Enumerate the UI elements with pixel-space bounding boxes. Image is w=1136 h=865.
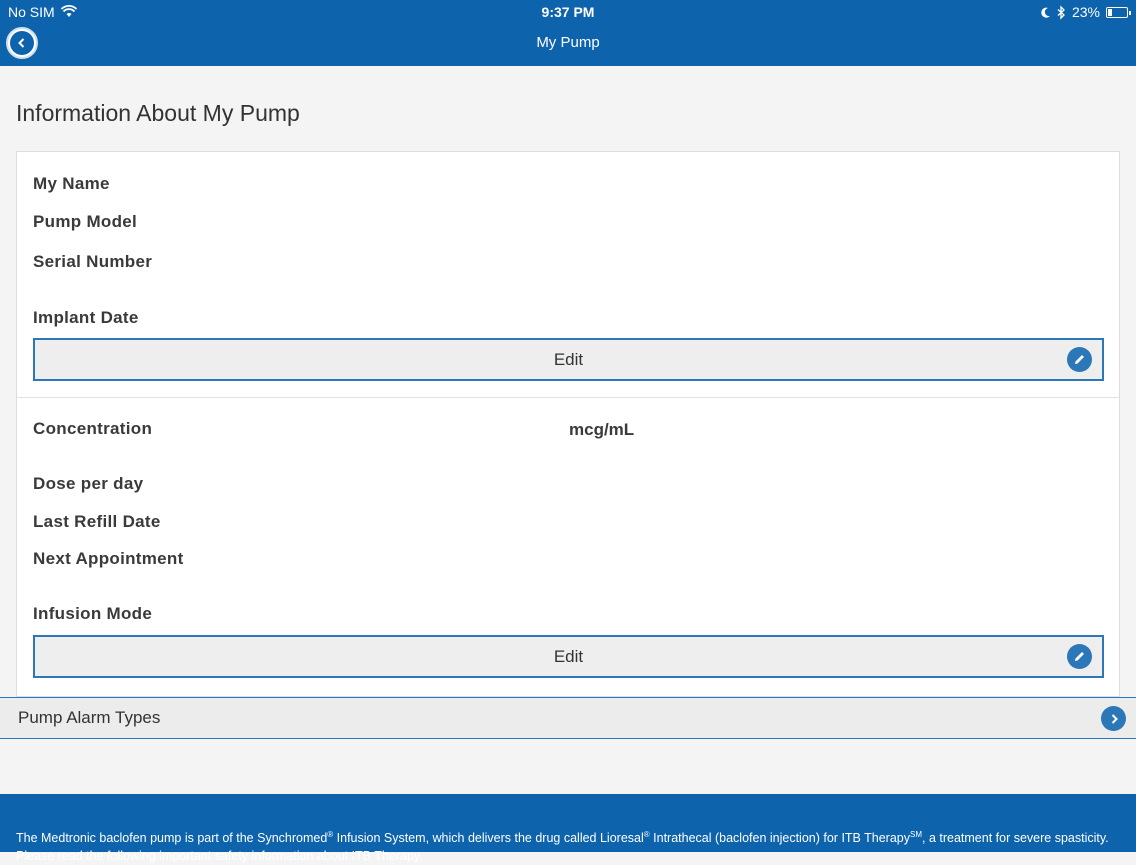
footer-text: Intrathecal (baclofen injection) for ITB Therapy [649,831,910,846]
pump-model-label: Pump Model [33,212,138,231]
dose-per-day-label: Dose per day [33,474,144,493]
nav-title: My Pump [536,34,600,51]
safety-footer [0,794,1136,864]
footer-text: Infusion System, which delivers the drug called Lioresal [333,831,644,846]
moon-icon [1041,7,1051,18]
chevron-right-icon [1101,706,1126,731]
status-right [1041,4,1128,20]
battery-fill [1108,9,1112,16]
footer-text: , a treatment for severe spasticity. [922,831,1109,846]
registered-mark: ® [643,830,650,839]
status-time: 9:37 PM [541,4,595,20]
pump-info-card [16,151,1120,697]
registered-mark: ® [327,830,334,839]
service-mark: SM [910,830,922,839]
footer-line-2: Please read the following important safety information about ITB Therapy. [16,849,423,864]
concentration-label: Concentration [33,419,153,438]
section-divider [17,397,1119,398]
pump-alarm-types-label: Pump Alarm Types [18,708,161,727]
serial-number-label: Serial Number [33,252,153,271]
page-title: Information About My Pump [16,100,300,126]
battery-percent: 23% [1071,4,1100,20]
infusion-mode-label: Infusion Mode [33,604,153,623]
my-name-label: My Name [33,174,110,193]
pump-alarm-types-row[interactable] [0,697,1136,739]
carrier-text: No SIM [8,4,55,20]
implant-date-label: Implant Date [33,308,139,327]
footer-line-1 [16,826,1120,847]
concentration-unit: mcg/mL [569,420,635,439]
next-appointment-label: Next Appointment [33,549,184,568]
edit-button-label: Edit [553,349,584,369]
battery-icon [1106,7,1128,18]
edit-button-label: Edit [553,646,584,666]
edit-therapy-info-button[interactable] [33,635,1104,678]
pencil-icon [1067,347,1092,372]
top-bar [0,0,1136,66]
footer-text: The Medtronic baclofen pump is part of the Synchromed [16,831,328,846]
edit-pump-info-button[interactable] [33,338,1104,381]
pencil-icon [1067,644,1092,669]
bluetooth-icon [1057,6,1066,19]
last-refill-date-label: Last Refill Date [33,512,161,531]
